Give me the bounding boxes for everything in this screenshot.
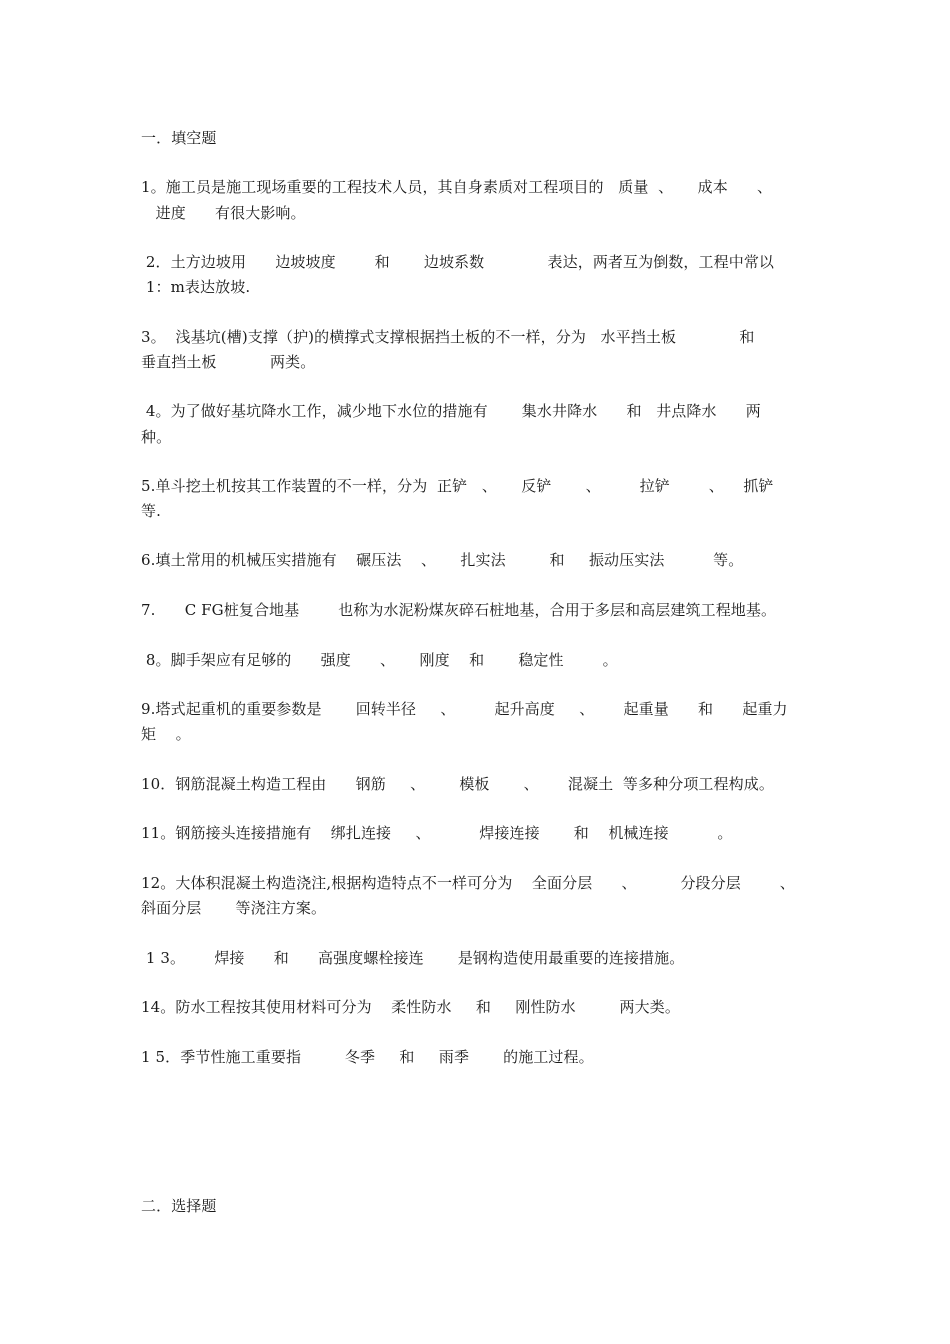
question-line: 1。施工员是施工现场重要的工程技术人员，其自身素质对工程项目的 质量 、 成本 、 [141,178,773,196]
question-line: 5.单斗挖土机按其工作装置的不一样，分为 正铲 、 反铲 、 拉铲 、 抓铲 [141,477,774,495]
question-line: 6.填土常用的机械压实措施有 碾压法 、 扎实法 和 振动压实法 等。 [141,551,744,569]
question-line: 种。 [141,428,172,446]
question-line: 等. [141,502,161,520]
question-line: 矩 。 [141,725,191,743]
question-line: 1 3。 焊接 和 高强度螺栓接连 是钢构造使用最重要的连接措施。 [141,949,685,967]
question-line: 垂直挡土板 两类。 [141,353,316,371]
question-line: 8。脚手架应有足够的 强度 、 刚度 和 稳定性 。 [141,651,618,669]
question-line: 1 5．季节性施工重要指 冬季 和 雨季 的施工过程。 [141,1048,594,1066]
section-heading-fill-in: 一．填空题 [141,129,217,147]
question-line: 4。为了做好基坑降水工作，减少地下水位的措施有 集水井降水 和 井点降水 两 [141,402,761,420]
question-line: 斜面分层 等浇注方案。 [141,899,327,917]
question-line: 14。防水工程按其使用材料可分为 柔性防水 和 刚性防水 两大类。 [141,998,680,1016]
question-line: 进度 有很大影响。 [141,204,306,222]
question-line: 3。 浅基坑(槽)支撑（护)的横撑式支撑根据挡土板的不一样，分为 水平挡土板 和 [141,328,755,346]
question-line: 11。钢筋接头连接措施有 绑扎连接 、 焊接连接 和 机械连接 。 [141,824,733,842]
question-line: 12。大体积混凝土构造浇注,根据构造特点不一样可分为 全面分层 、 分段分层 、 [141,874,795,892]
question-line: 10．钢筋混凝土构造工程由 钢筋 、 模板 、 混凝土 等多种分项工程构成。 [141,775,774,793]
section-heading-multiple-choice: 二．选择题 [141,1197,217,1215]
question-line: 1：m表达放坡. [141,278,251,296]
question-line: 7. C FG桩复合地基 也称为水泥粉煤灰碎石桩地基，合用于多层和高层建筑工程地基。 [141,601,777,619]
question-line: 9.塔式起重机的重要参数是 回转半径 、 起升高度 、 起重量 和 起重力 [141,700,788,718]
question-line: 2．土方边坡用 边坡坡度 和 边坡系数 表达，两者互为倒数，工程中常以 [141,253,775,271]
